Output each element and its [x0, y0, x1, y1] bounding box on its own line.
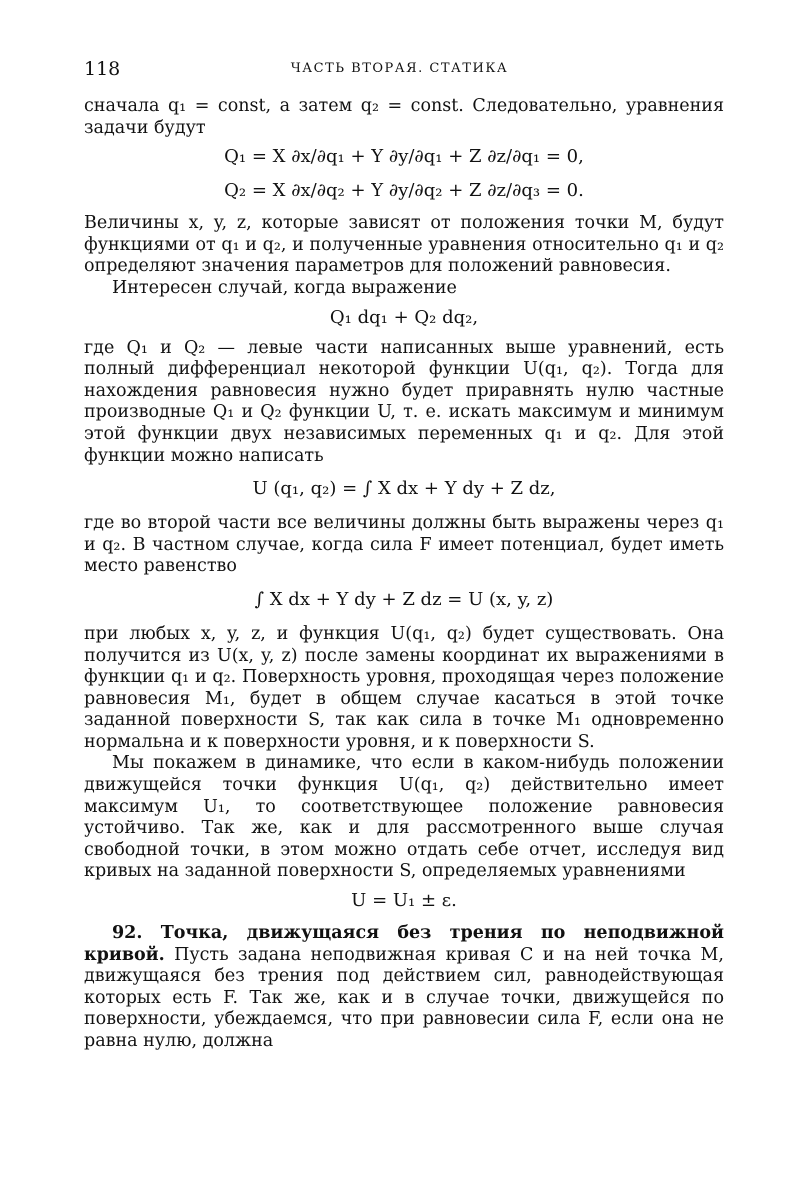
paragraph-2: Величины x, y, z, которые зависят от положения точки M, будут функциями от q₁ и q₂, и полученные уравнения относительно q₁ и q₂ определяют значения параметров для положений равновесия. — [84, 213, 724, 277]
equation-q2: Q₂ = X ∂x/∂q₂ + Y ∂y/∂q₂ + Z ∂z/∂q₃ = 0. — [224, 180, 584, 202]
paragraph-6: при любых x, y, z, и функция U(q₁, q₂) будет существовать. Она получится из U(x, y, z) после замены координат их выражениями в функции q₁ и q₂. Поверхность уровня, проходящая через положение равновесия M₁, будет в общем случае касаться в этой точке заданной поверхности S, так как сила в точке M₁ одновременно нормальна и к поверхности уровня, и к поверхности S. — [84, 623, 724, 752]
equation-U-integral: U (q₁, q₂) = ∫ X dx + Y dy + Z dz, — [252, 478, 556, 500]
equation-system — [84, 145, 724, 203]
section-92 — [84, 923, 724, 1053]
paragraph-4: где Q₁ и Q₂ — левые части написанных выше уравнений, есть полный дифференциал некоторой функции U(q₁, q₂). Тогда для нахождения равновесия нужно будет приравнять нулю частные производные Q₁ и Q₂ функции U, т. е. искать максимум и минимум этой функции двух независимых переменных q₁ и q₂. Для этой функции можно написать — [84, 337, 724, 466]
paragraph-5: где во второй части все величины должны быть выражены через q₁ и q₂. В частном случае, когда сила F имеет потенциал, будет иметь место равенство — [84, 513, 724, 577]
paragraph-1: сначала q₁ = const, а затем q₂ = const. Следовательно, уравнения задачи будут — [84, 96, 724, 138]
page-header — [84, 58, 715, 82]
equation-q1: Q₁ = X ∂x/∂q₁ + Y ∂y/∂q₁ + Z ∂z/∂q₁ = 0, — [224, 146, 584, 168]
page-body — [84, 96, 724, 1053]
section-heading: 92. Точка, движущаяся без трения по неподвижной кривой. — [84, 923, 724, 965]
equation-potential: ∫ X dx + Y dy + Z dz = U (x, y, z) — [254, 588, 554, 610]
equation-differential: Q₁ dq₁ + Q₂ dq₂, — [329, 306, 479, 328]
paragraph-3: Интересен случай, когда выражение — [112, 277, 457, 298]
running-title: ЧАСТЬ ВТОРАЯ. СТАТИКА — [290, 61, 509, 76]
page-number: 118 — [84, 58, 121, 80]
section-text: Пусть задана неподвижная кривая C и на ней точка M, движущаяся без трения под действием сил, равнодействующая которых есть F. Так же, как и в случае точки, движущейся по поверхности, убеждаемся, что при равновесии сила F, если она не равна нулю, должна — [84, 944, 724, 1051]
paragraph-7: Мы покажем в динамике, что если в каком-нибудь положении движущейся точки функция U(q₁, q₂) действительно имеет максимум U₁, то соответствующее положение равновесия устойчиво. Так же, как и для рассмотренного выше случая свободной точки, в этом можно отдать себе отчет, исследуя вид кривых на заданной поверхности S, определяемых уравнениями — [84, 753, 724, 882]
equation-level-curves: U = U₁ ± ε. — [351, 890, 457, 912]
